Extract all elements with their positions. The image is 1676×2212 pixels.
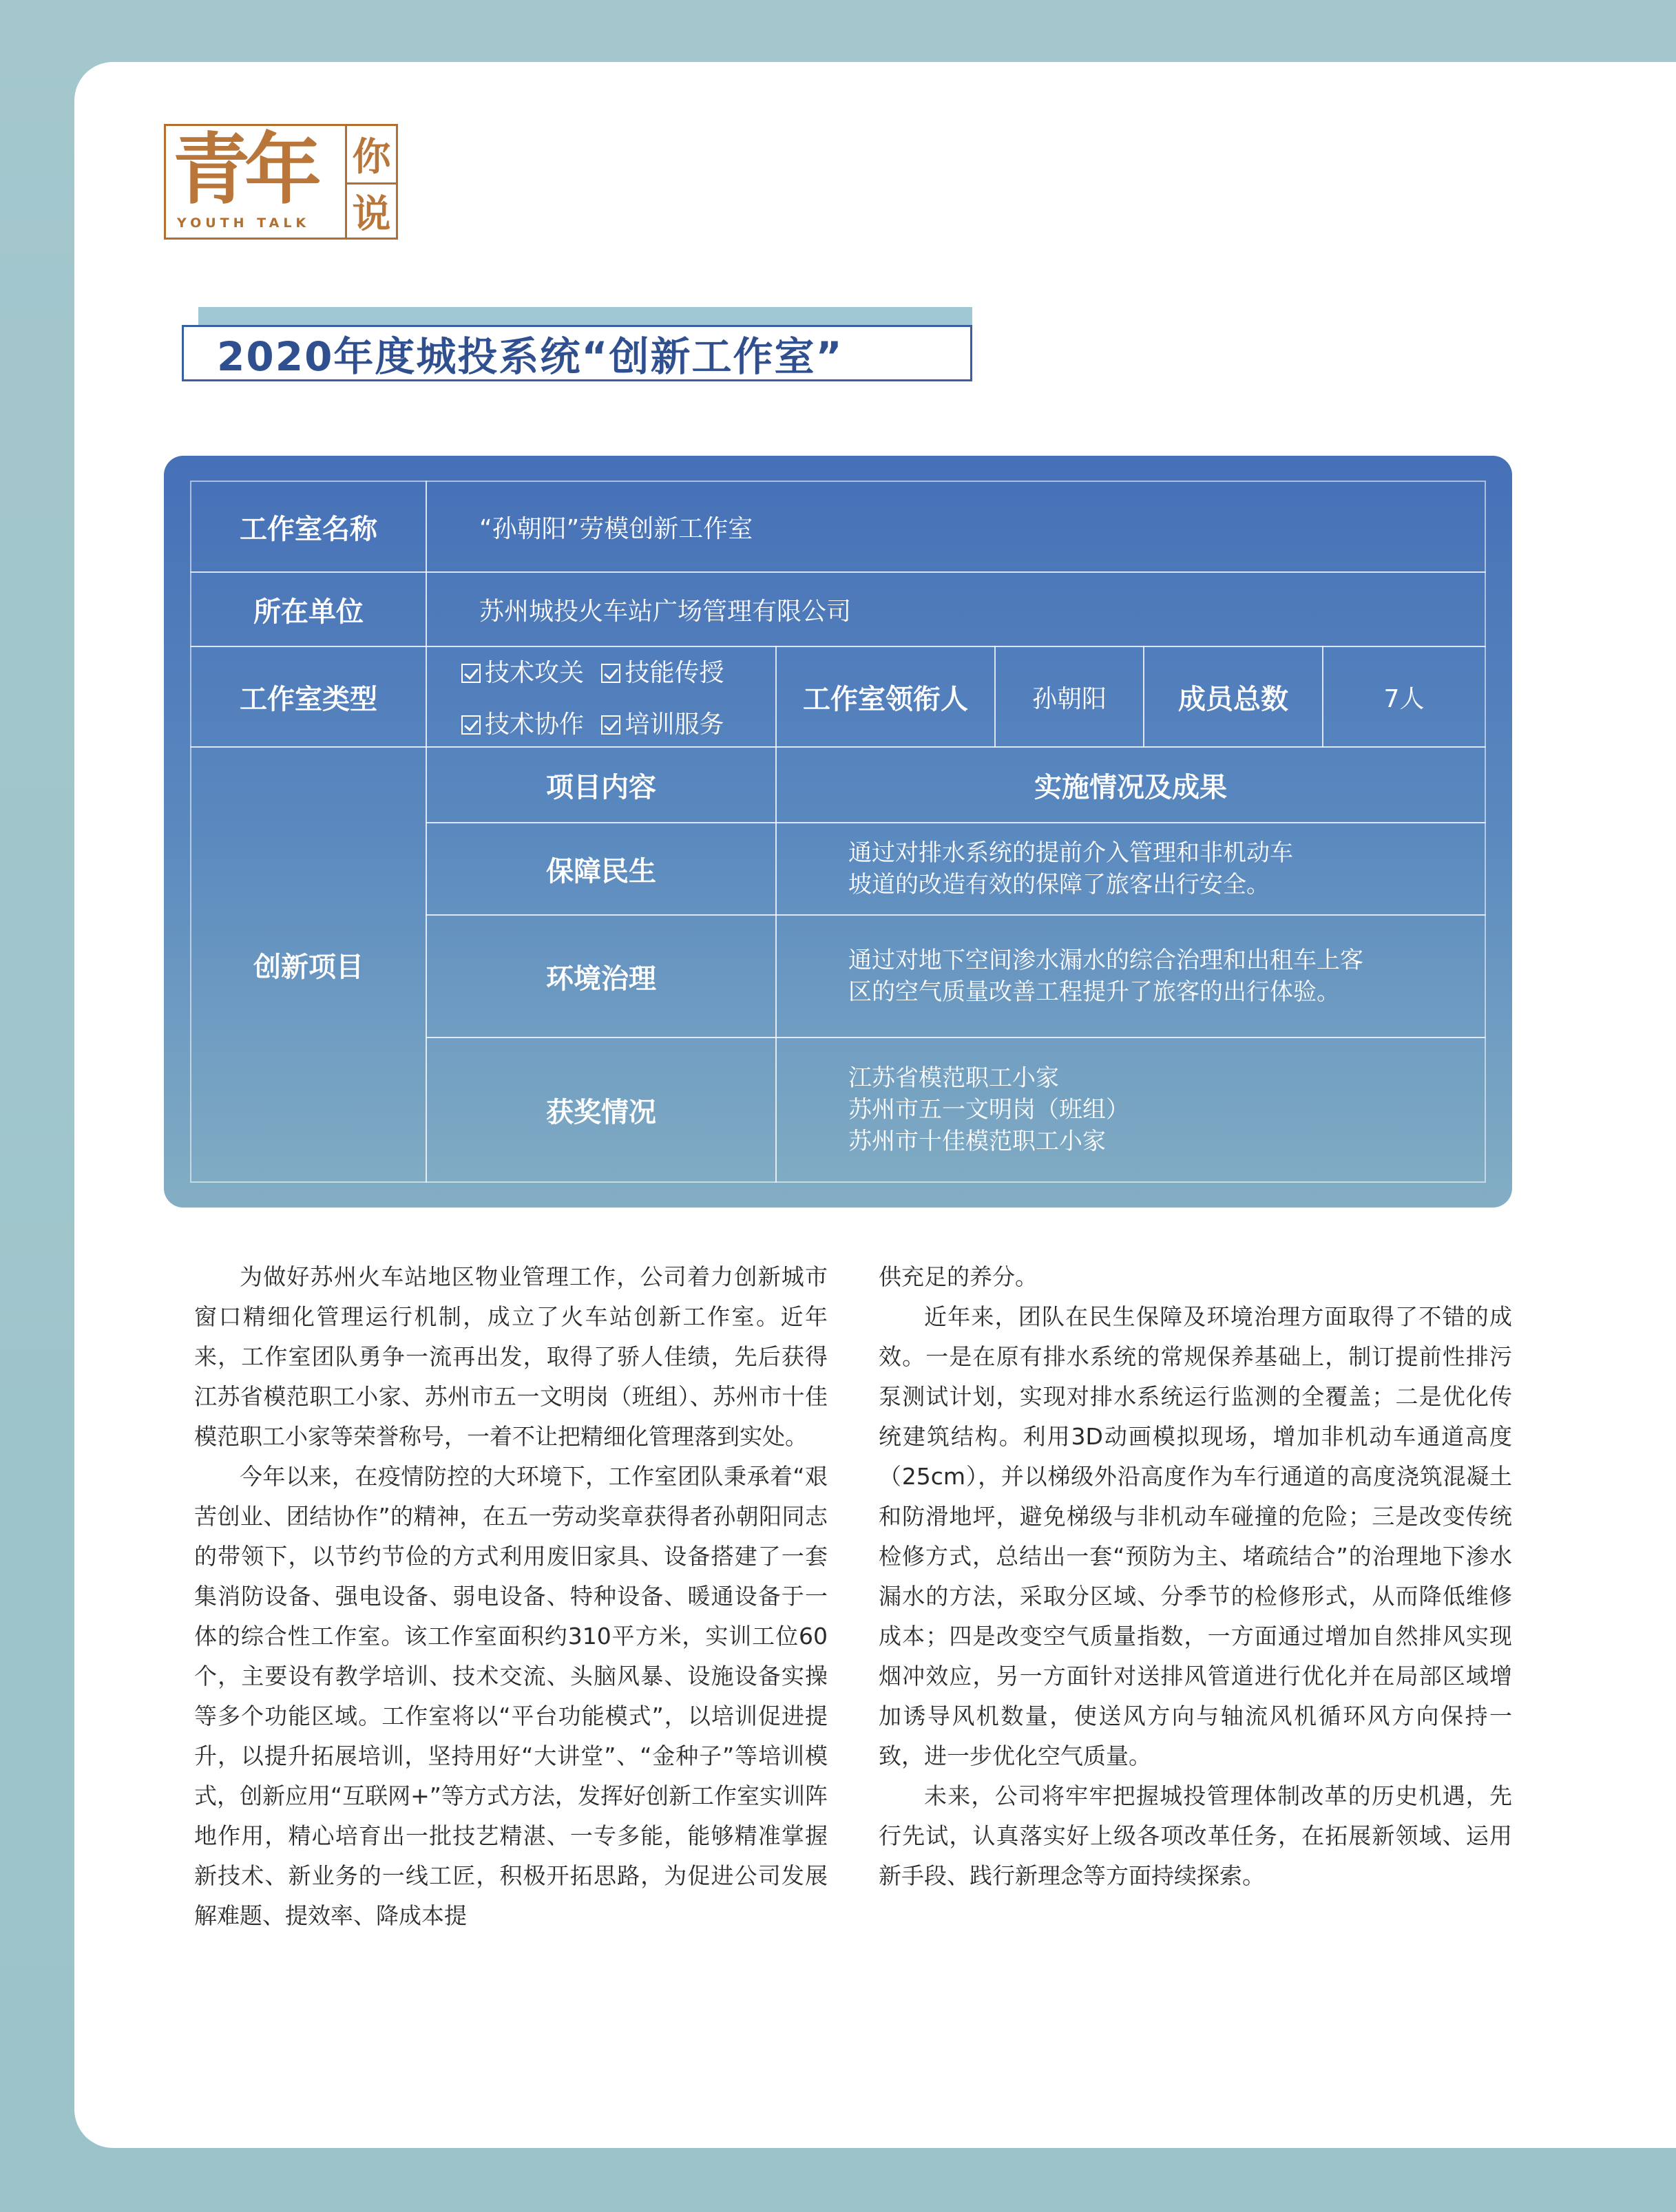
members-value: 7人 xyxy=(1322,646,1486,748)
project-result xyxy=(775,914,1486,1038)
article-paragraph: 未来，公司将牢牢把握城投管理体制改革的历史机遇，先行先试，认真落实好上级各项改革任务，在拓展新领域、运用新手段、践行新理念等方面持续探索。 xyxy=(879,1782,1512,1889)
result-line: 区的空气质量改善工程提升了旅客的出行体验。 xyxy=(848,978,1340,1006)
leader-value: 孙朝阳 xyxy=(994,646,1144,748)
type-option: 技术协作 xyxy=(485,710,585,739)
article-paragraph: 为做好苏州火车站地区物业管理工作，公司着力创新城市窗口精细化管理运行机制，成立了火车站创新工作室。近年来，工作室团队勇争一流再出发，取得了骄人佳绩，先后获得江苏省模范职工小家、苏州市五一文明岗（班组）、苏州市十佳模范职工小家等荣誉称号，一着不让把精细化管理落到实处。 xyxy=(194,1263,828,1450)
leader-label: 工作室领衔人 xyxy=(775,646,996,748)
result-line: 苏州市十佳模范职工小家 xyxy=(848,1128,1106,1155)
type-option: 技能传授 xyxy=(625,659,724,687)
project-item: 保障民生 xyxy=(426,822,777,916)
type-row-2 xyxy=(461,705,733,740)
checkbox-checked-icon xyxy=(461,715,481,735)
logo-box-shuo: 说 xyxy=(345,182,396,238)
result-line: 江苏省模范职工小家 xyxy=(848,1064,1059,1092)
result-line: 坡道的改造有效的保障了旅客出行安全。 xyxy=(848,871,1270,898)
project-label: 创新项目 xyxy=(190,746,427,1183)
checkbox-checked-icon xyxy=(461,664,481,683)
project-item: 获奖情况 xyxy=(426,1037,777,1183)
members-label: 成员总数 xyxy=(1143,646,1323,748)
result-line: 通过对地下空间渗水漏水的综合治理和出租车上客 xyxy=(848,947,1363,974)
project-item: 环境治理 xyxy=(426,914,777,1038)
checkbox-checked-icon xyxy=(601,664,620,683)
unit-value: 苏州城投火车站广场管理有限公司 xyxy=(426,571,1486,647)
type-checkboxes xyxy=(426,646,777,748)
type-option: 培训服务 xyxy=(625,710,724,739)
article-paragraph: 近年来，团队在民生保障及环境治理方面取得了不错的成效。一是在原有排水系统的常规保养基础上，制订提前性排污泵测试计划，实现对排水系统运行监测的全覆盖；二是优化传统建筑结构。利用3D动画模拟现场，增加非机动车通道高度（25cm），并以梯级外沿高度作为车行通道的高度浇筑混凝土和防滑地坪，避免梯级与非机动车碰撞的危险；三是改变传统检修方式，总结出一套“预防为主、堵疏结合”的治理地下渗水漏水的方法，采取分区域、分季节的检修形式，从而降低维修成本；四是改变空气质量指数，一方面通过增加自然排风实现烟冲效应，另一方面针对送排风管道进行优化并在局部区域增加诱导风机数量，使送风方向与轴流风机循环风方向保持一致，进一步优化空气质量。 xyxy=(879,1303,1512,1769)
logo-box-ni: 你 xyxy=(345,126,396,182)
logo-sub-text: YOUTH TALK xyxy=(177,215,311,231)
article-paragraph: 今年以来，在疫情防控的大环境下，工作室团队秉承着“艰苦创业、团结协作”的精神，在五一劳动奖章获得者孙朝阳同志的带领下，以节约节俭的方式利用废旧家具、设备搭建了一套集消防设备、强电设备、弱电设备、特种设备、暖通设备于一体的综合性工作室。该工作室面积约310平方米，实训工位60个，主要设有教学培训、技术交流、头脑风暴、设施设备实操等多个功能区域。工作室将以“平台功能模式”，以培训促进提升，以提升拓展培训，坚持用好“大讲堂”、“金种子”等培训模式，创新应用“互联网+”等方式方法，发挥好创新工作室实训阵地作用，精心培育出一批技艺精湛、一专多能，能够精准掌握新技术、新业务的一线工匠，积极开拓思路，为促进公司发展解难题、提效率、降成本提 xyxy=(194,1463,828,1929)
title-box xyxy=(182,325,972,381)
type-option: 技术攻关 xyxy=(485,659,585,687)
result-line: 通过对排水系统的提前介入管理和非机动车 xyxy=(848,839,1293,867)
type-label: 工作室类型 xyxy=(190,646,427,748)
unit-label: 所在单位 xyxy=(190,571,427,647)
article-paragraph-continuation: 供充足的养分。 xyxy=(879,1263,1038,1290)
col-result-header: 实施情况及成果 xyxy=(775,746,1486,823)
project-result xyxy=(775,1037,1486,1183)
type-row-1 xyxy=(461,653,733,688)
name-value: “孙朝阳”劳模创新工作室 xyxy=(426,481,1486,573)
youth-talk-logo xyxy=(164,124,398,240)
title-decor-stripe xyxy=(198,307,972,325)
project-result xyxy=(775,822,1486,916)
checkbox-checked-icon xyxy=(601,715,620,735)
col-content-header: 项目内容 xyxy=(426,746,777,823)
article-column-left xyxy=(194,1257,828,1936)
article-column-right xyxy=(879,1257,1512,1896)
page-title: 2020年度城投系统“创新工作室” xyxy=(217,333,844,380)
logo-main-text: 青年 xyxy=(173,125,316,215)
studio-info-card xyxy=(164,456,1512,1208)
name-label: 工作室名称 xyxy=(190,481,427,573)
result-line: 苏州市五一文明岗（班组） xyxy=(848,1096,1129,1124)
